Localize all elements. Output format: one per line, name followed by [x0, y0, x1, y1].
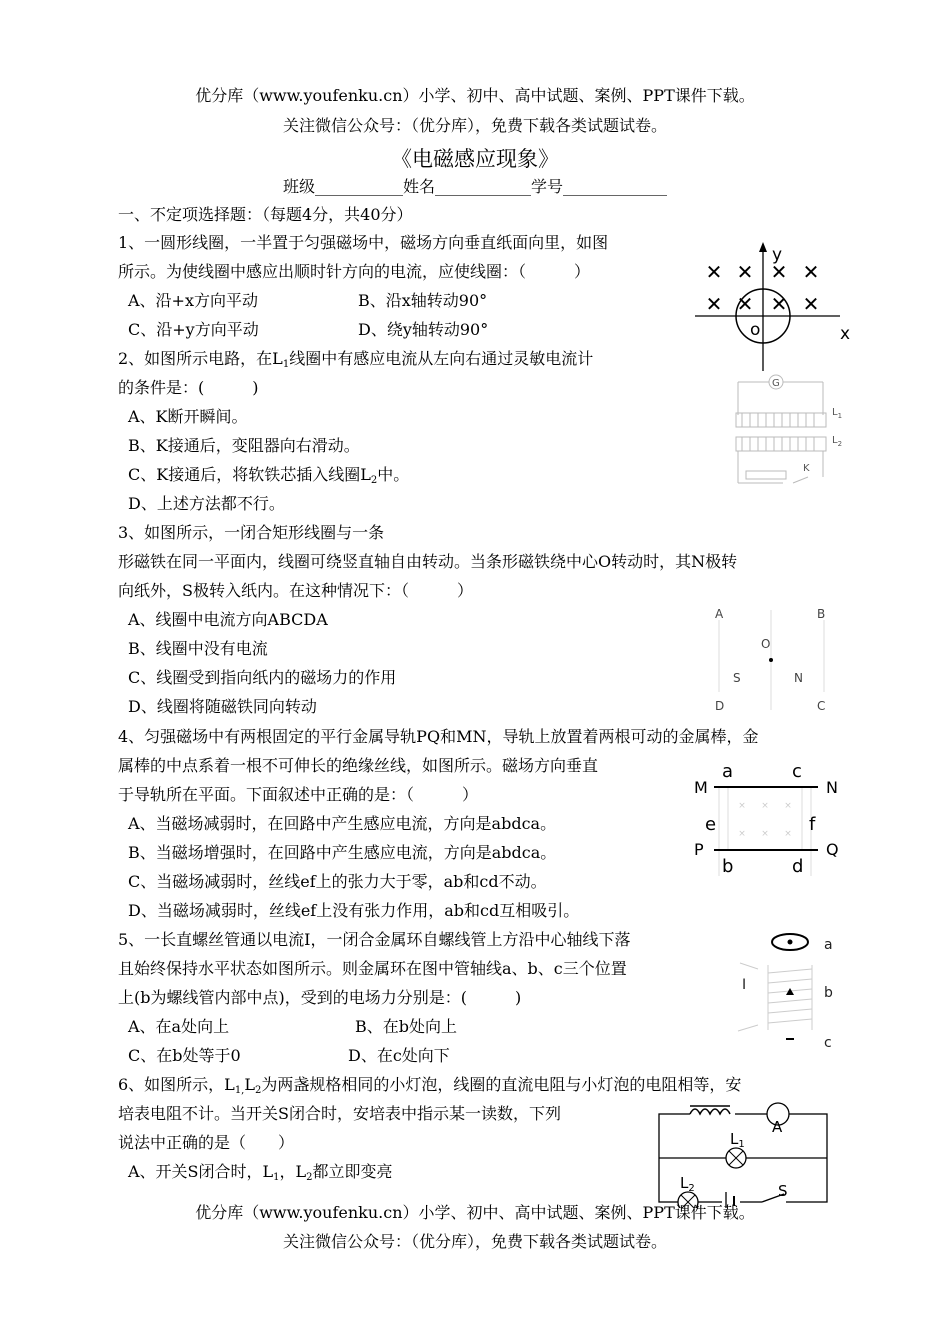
q2-stem-line-2: 的条件是：( ) [118, 378, 259, 397]
center-o-label: O [761, 637, 771, 651]
switch-k-label: K [803, 463, 810, 474]
q2-option-b: B、K接通后，变阻器向右滑动。 [128, 436, 360, 455]
q1-stem-line-2: 所示。为使线圈中感应出顺时针方向的电流，应使线圈：（ ） [118, 262, 591, 281]
q3-coil-magnet-figure [705, 600, 840, 718]
q6-stem-line-2: 培表电阻不计。当开关S闭合时，安培表中指示某一读数，下列 [118, 1104, 561, 1123]
position-c-label: c [824, 1035, 832, 1051]
field-cross-mark: ✕ [705, 292, 723, 316]
q4-stem-line-2: 属棒的中点系着一根不可伸长的绝缘丝线，如图所示。磁场方向垂直 [118, 756, 599, 775]
header-line-1: 优分库（www.youfenku.cn）小学、初中、高中试题、案例、PPT课件下载。 [195, 86, 755, 105]
q2-stem-line-1: 2、如图所示电路，在$L_1$线圈中有感应电流从左向右通过灵敏电流计 [118, 349, 594, 370]
x-axis-label: x [840, 324, 851, 344]
field-cross-mark: ✕ [770, 260, 788, 284]
q3-stem-line-2: 形磁铁在同一平面内，线圈可绕竖直轴自由转动。当条形磁铁绕中心O转动时，其N极转 [118, 552, 738, 571]
q1-magnetic-field-figure [690, 238, 855, 373]
student-info-line: 班级___________姓名____________学号_____________ [282, 177, 667, 196]
ammeter-label: A [772, 1118, 783, 1136]
point-b-label: b [722, 856, 734, 877]
field-cross-mark: ✕ [802, 292, 820, 316]
q1-option-d: D、绕y轴转动90° [358, 320, 489, 339]
q4-option-a: A、当磁场减弱时，在回路中产生感应电流，方向是abdca。 [128, 814, 557, 833]
coil-l1-label: $L_1$ [832, 407, 843, 420]
current-i-label: I [742, 977, 747, 993]
svg-text:×: × [761, 801, 769, 811]
rail-m-label: M [694, 778, 708, 797]
header-line-2: 关注微信公众号：（优分库），免费下载各类试题试卷。 [282, 116, 667, 135]
section-heading: 一、不定项选择题：（每题4分，共40分） [118, 205, 413, 224]
svg-text:×: × [784, 801, 792, 811]
q5-stem-line-2: 且始终保持水平状态如图所示。则金属环在图中管轴线a、b、c三个位置 [118, 959, 627, 978]
q3-stem-line-1: 3、如图所示，一闭合矩形线圈与一条 [118, 523, 385, 542]
q5-stem-line-1: 5、一长直螺丝管通以电流I，一闭合金属环自螺线管上方沿中心轴线下落 [118, 930, 631, 949]
svg-text:×: × [738, 829, 746, 839]
q5-stem-line-3: 上(b为螺线管内部中点)，受到的电场力分别是：( ) [118, 988, 522, 1007]
corner-d-label: D [715, 699, 725, 713]
point-d-label: d [792, 856, 804, 877]
field-cross-mark: ✕ [802, 260, 820, 284]
q1-option-b: B、沿x轴转动90° [358, 291, 488, 310]
corner-a-label: A [715, 607, 724, 621]
svg-text:×: × [761, 829, 769, 839]
svg-text:×: × [738, 801, 746, 811]
page-title: 《电磁感应现象》 [391, 147, 559, 171]
point-e-label: e [705, 814, 717, 835]
q4-rails-figure [692, 758, 847, 880]
field-cross-mark: ✕ [736, 292, 754, 316]
footer-line-2: 关注微信公众号：（优分库），免费下载各类试题试卷。 [282, 1232, 667, 1251]
galvanometer-label: G [772, 378, 780, 389]
q2-option-d: D、上述方法都不行。 [128, 494, 285, 513]
q5-option-b: B、在b处向上 [355, 1017, 458, 1036]
rail-q-label: Q [826, 840, 839, 859]
magnet-s-label: S [733, 671, 741, 685]
point-c-label: c [792, 761, 802, 782]
q2-transformer-circuit-figure [728, 373, 858, 493]
q1-stem-line-1: 1、一圆形线圈，一半置于匀强磁场中，磁场方向垂直纸面向里，如图 [118, 233, 609, 252]
q6-stem-line-1: 6、如图所示，$L_{1,}L_2$为两盏规格相同的小灯泡，线圈的直流电阻与小灯泡的电阻相等，安 [118, 1075, 742, 1096]
rail-p-label: P [694, 840, 704, 859]
field-cross-mark: ✕ [736, 260, 754, 284]
q4-stem-line-3: 于导轨所在平面。下面叙述中正确的是：（ ） [118, 785, 479, 804]
position-a-label: a [824, 937, 833, 953]
corner-b-label: B [817, 607, 826, 621]
q6-option-a: A、开关S闭合时，$L_1$，$L_2$都立即变亮 [128, 1162, 393, 1183]
position-b-label: b [824, 985, 833, 1001]
q5-solenoid-figure [730, 925, 845, 1060]
q4-stem-line-1: 4、匀强磁场中有两根固定的平行金属导轨PQ和MN，导轨上放置着两根可动的金属棒，金 [118, 727, 759, 746]
svg-text:×: × [784, 829, 792, 839]
q3-option-d: D、线圈将随磁铁同向转动 [128, 697, 317, 716]
origin-label: o [750, 320, 761, 340]
field-cross-mark: ✕ [705, 260, 723, 284]
q5-option-a: A、在a处向上 [128, 1017, 230, 1036]
q3-option-a: A、线圈中电流方向ABCDA [128, 610, 328, 629]
q6-circuit-figure [650, 1096, 835, 1208]
footer-line-1: 优分库（www.youfenku.cn）小学、初中、高中试题、案例、PPT课件下载。 [195, 1203, 755, 1222]
q4-option-b: B、当磁场增强时，在回路中产生感应电流，方向是abdca。 [128, 843, 557, 862]
lamp-l2-label: $L_2$ [680, 1174, 695, 1194]
rail-n-label: N [826, 778, 838, 797]
field-cross-mark: ✕ [770, 292, 788, 316]
q3-option-b: B、线圈中没有电流 [128, 639, 268, 658]
magnet-n-label: N [794, 671, 803, 685]
q1-option-a: A、沿+x方向平动 [128, 291, 258, 310]
y-axis-label: y [772, 245, 783, 265]
q5-option-c: C、在b处等于0 [128, 1046, 241, 1065]
coil-l2-label: $L_2$ [832, 435, 843, 448]
q3-stem-line-3: 向纸外，S极转入纸内。在这种情况下：（ ） [118, 581, 473, 600]
corner-c-label: C [817, 699, 826, 713]
q4-option-c: C、当磁场减弱时，丝线ef上的张力大于零，ab和cd不动。 [128, 872, 547, 891]
point-a-label: a [722, 761, 734, 782]
q4-option-d: D、当磁场减弱时，丝线ef上没有张力作用，ab和cd互相吸引。 [128, 901, 580, 920]
q1-option-c: C、沿+y方向平动 [128, 320, 259, 339]
q2-option-a: A、K断开瞬间。 [128, 407, 248, 426]
point-f-label: f [809, 814, 816, 835]
q3-option-c: C、线圈受到指向纸内的磁场力的作用 [128, 668, 397, 687]
q6-stem-line-3: 说法中正确的是（ ） [118, 1133, 295, 1152]
switch-s-label: S [778, 1182, 788, 1200]
q5-option-d: D、在c处向下 [348, 1046, 450, 1065]
lamp-l1-label: $L_1$ [730, 1130, 745, 1150]
q2-option-c: C、K接通后，将软铁芯插入线圈$L_2$中。 [128, 465, 410, 486]
